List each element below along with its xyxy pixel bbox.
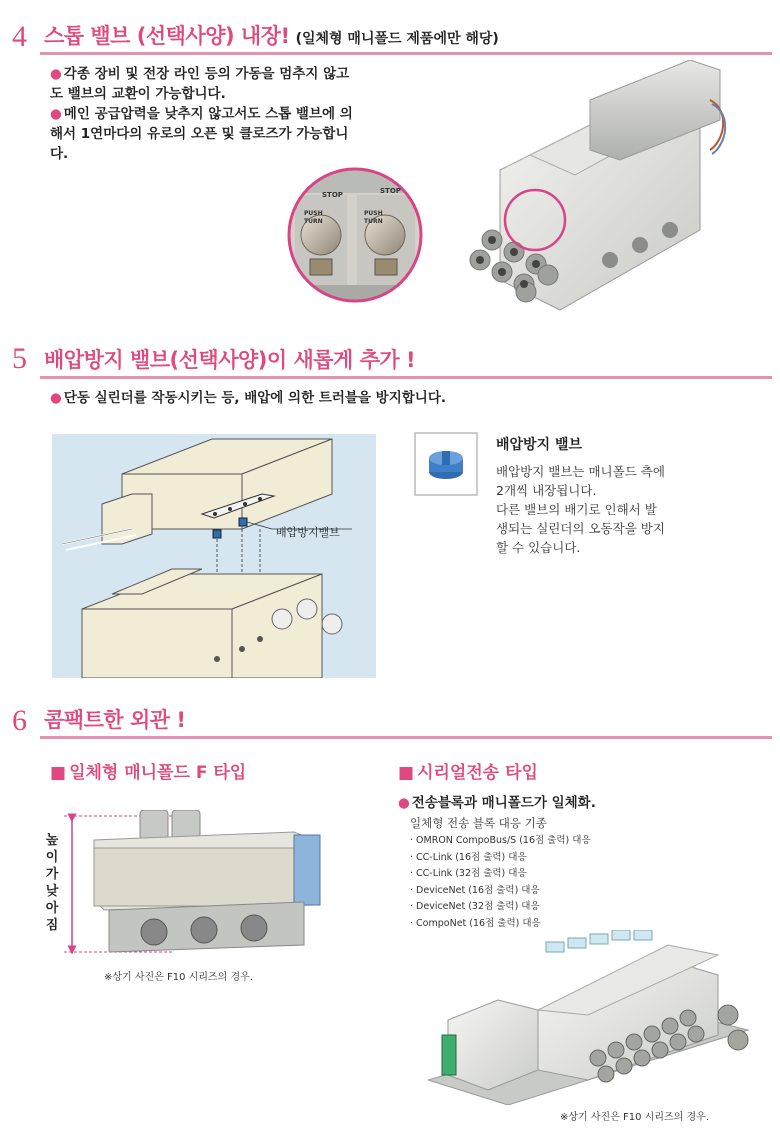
bullet-dot-icon: ● <box>50 390 62 406</box>
section-4-subtitle: (일체형 매니폴드 제품에만 해당) <box>295 31 499 47</box>
bullet-text: 단동 실린더를 작동시키는 등, 배압에 의한 트러블을 방지합니다. <box>63 390 447 406</box>
height-char: 낮 <box>45 884 59 899</box>
info-line: 할 수 있습니다. <box>496 540 581 555</box>
height-char: 짐 <box>45 918 59 933</box>
square-bullet-icon: ■ <box>50 763 67 783</box>
push-label-right: PUSH <box>364 210 383 217</box>
section-4-bullet-2 <box>50 104 360 164</box>
stop-valve-zoom-image <box>285 165 425 305</box>
section-6-number: 6 <box>12 704 27 737</box>
f-type-manifold-image <box>64 810 334 960</box>
section-5-title: 배압방지 밸브(선택사양)이 새롭게 추가 ! <box>44 348 416 372</box>
back-pressure-valve-diagram <box>52 434 376 678</box>
bullet-dot-icon: ● <box>398 795 410 811</box>
serial-type-intro: 일체형 전송 블록 대응 기종 <box>410 816 547 830</box>
list-item: · DeviceNet (16점 출력) 대응 <box>410 884 540 896</box>
back-pressure-valve-icon <box>414 432 478 496</box>
section-4-title <box>44 20 499 50</box>
f-type-heading-text: 일체형 매니폴드 F 타입 <box>69 763 247 783</box>
serial-type-heading <box>398 758 538 783</box>
serial-type-bullet <box>398 793 596 813</box>
info-box-description <box>496 462 665 557</box>
stop-label-left: STOP <box>322 191 343 199</box>
height-label <box>44 832 60 934</box>
list-item: · CC-Link (16점 출력) 대응 <box>410 851 527 863</box>
section-5-bullet <box>50 388 446 408</box>
bullet-dot-icon: ● <box>50 66 62 82</box>
info-line: 생되는 실린더의 오동작을 방지 <box>496 521 665 536</box>
info-box-title: 배압방지 밸브 <box>496 437 583 453</box>
section-4-rule <box>40 52 772 55</box>
section-4-title-text: 스톱 밸브 (선택사양) 내장! <box>44 24 290 48</box>
manifold-stop-valve-image <box>440 60 730 330</box>
height-char: 아 <box>45 901 59 916</box>
section-6-title: 콤팩트한 외관 ! <box>44 708 186 732</box>
section-4-bullet-1 <box>50 64 360 104</box>
height-char: 가 <box>45 867 59 882</box>
f-type-note: ※상기 사진은 F10 시리즈의 경우. <box>104 972 254 983</box>
serial-type-note: ※상기 사진은 F10 시리즈의 경우. <box>560 1112 710 1123</box>
info-line: 다른 밸브의 배기로 인해서 발 <box>496 502 657 517</box>
section-5-number: 5 <box>12 342 27 375</box>
bullet-text: 메인 공급압력을 낮추지 않고서도 스톱 밸브에 의해서 1연마다의 유로의 오픈 및 클로즈가 가능합니다. <box>50 106 353 162</box>
height-char: 이 <box>45 850 59 865</box>
push-label-left: PUSH <box>304 210 323 217</box>
stop-label-right: STOP <box>380 187 401 195</box>
bullet-text: 각종 장비 및 전장 라인 등의 가동을 멈추지 않고도 밸브의 교환이 가능합니다. <box>50 66 350 102</box>
turn-label-left: TURN <box>304 218 323 225</box>
info-line: 2개씩 내장됩니다. <box>496 483 597 498</box>
serial-type-heading-text: 시리얼전송 타입 <box>417 763 538 783</box>
section-6-rule <box>40 736 772 739</box>
serial-manifold-image <box>428 930 758 1105</box>
list-item: · CC-Link (32점 출력) 대응 <box>410 868 527 879</box>
info-line: 배압방지 밸브는 매니폴드 측에 <box>496 464 665 479</box>
height-char: 높 <box>45 833 59 848</box>
f-type-heading <box>50 758 246 783</box>
bullet-dot-icon: ● <box>50 106 62 122</box>
section-5-rule <box>40 376 772 379</box>
turn-label-right: TURN <box>364 218 383 225</box>
supported-models-list <box>410 833 591 932</box>
list-item: · DeviceNet (32점 출력) 대응 <box>410 901 540 912</box>
section-4-number: 4 <box>12 20 27 53</box>
list-item: · CompoNet (16점 출력) 대응 <box>410 917 541 929</box>
square-bullet-icon: ■ <box>398 763 415 783</box>
bullet-text: 전송블록과 매니폴드가 일체화. <box>411 795 596 811</box>
list-item: · OMRON CompoBus/S (16점 출력) 대응 <box>410 835 591 846</box>
back-pressure-valve-callout: 배압방지밸브 <box>276 526 340 539</box>
